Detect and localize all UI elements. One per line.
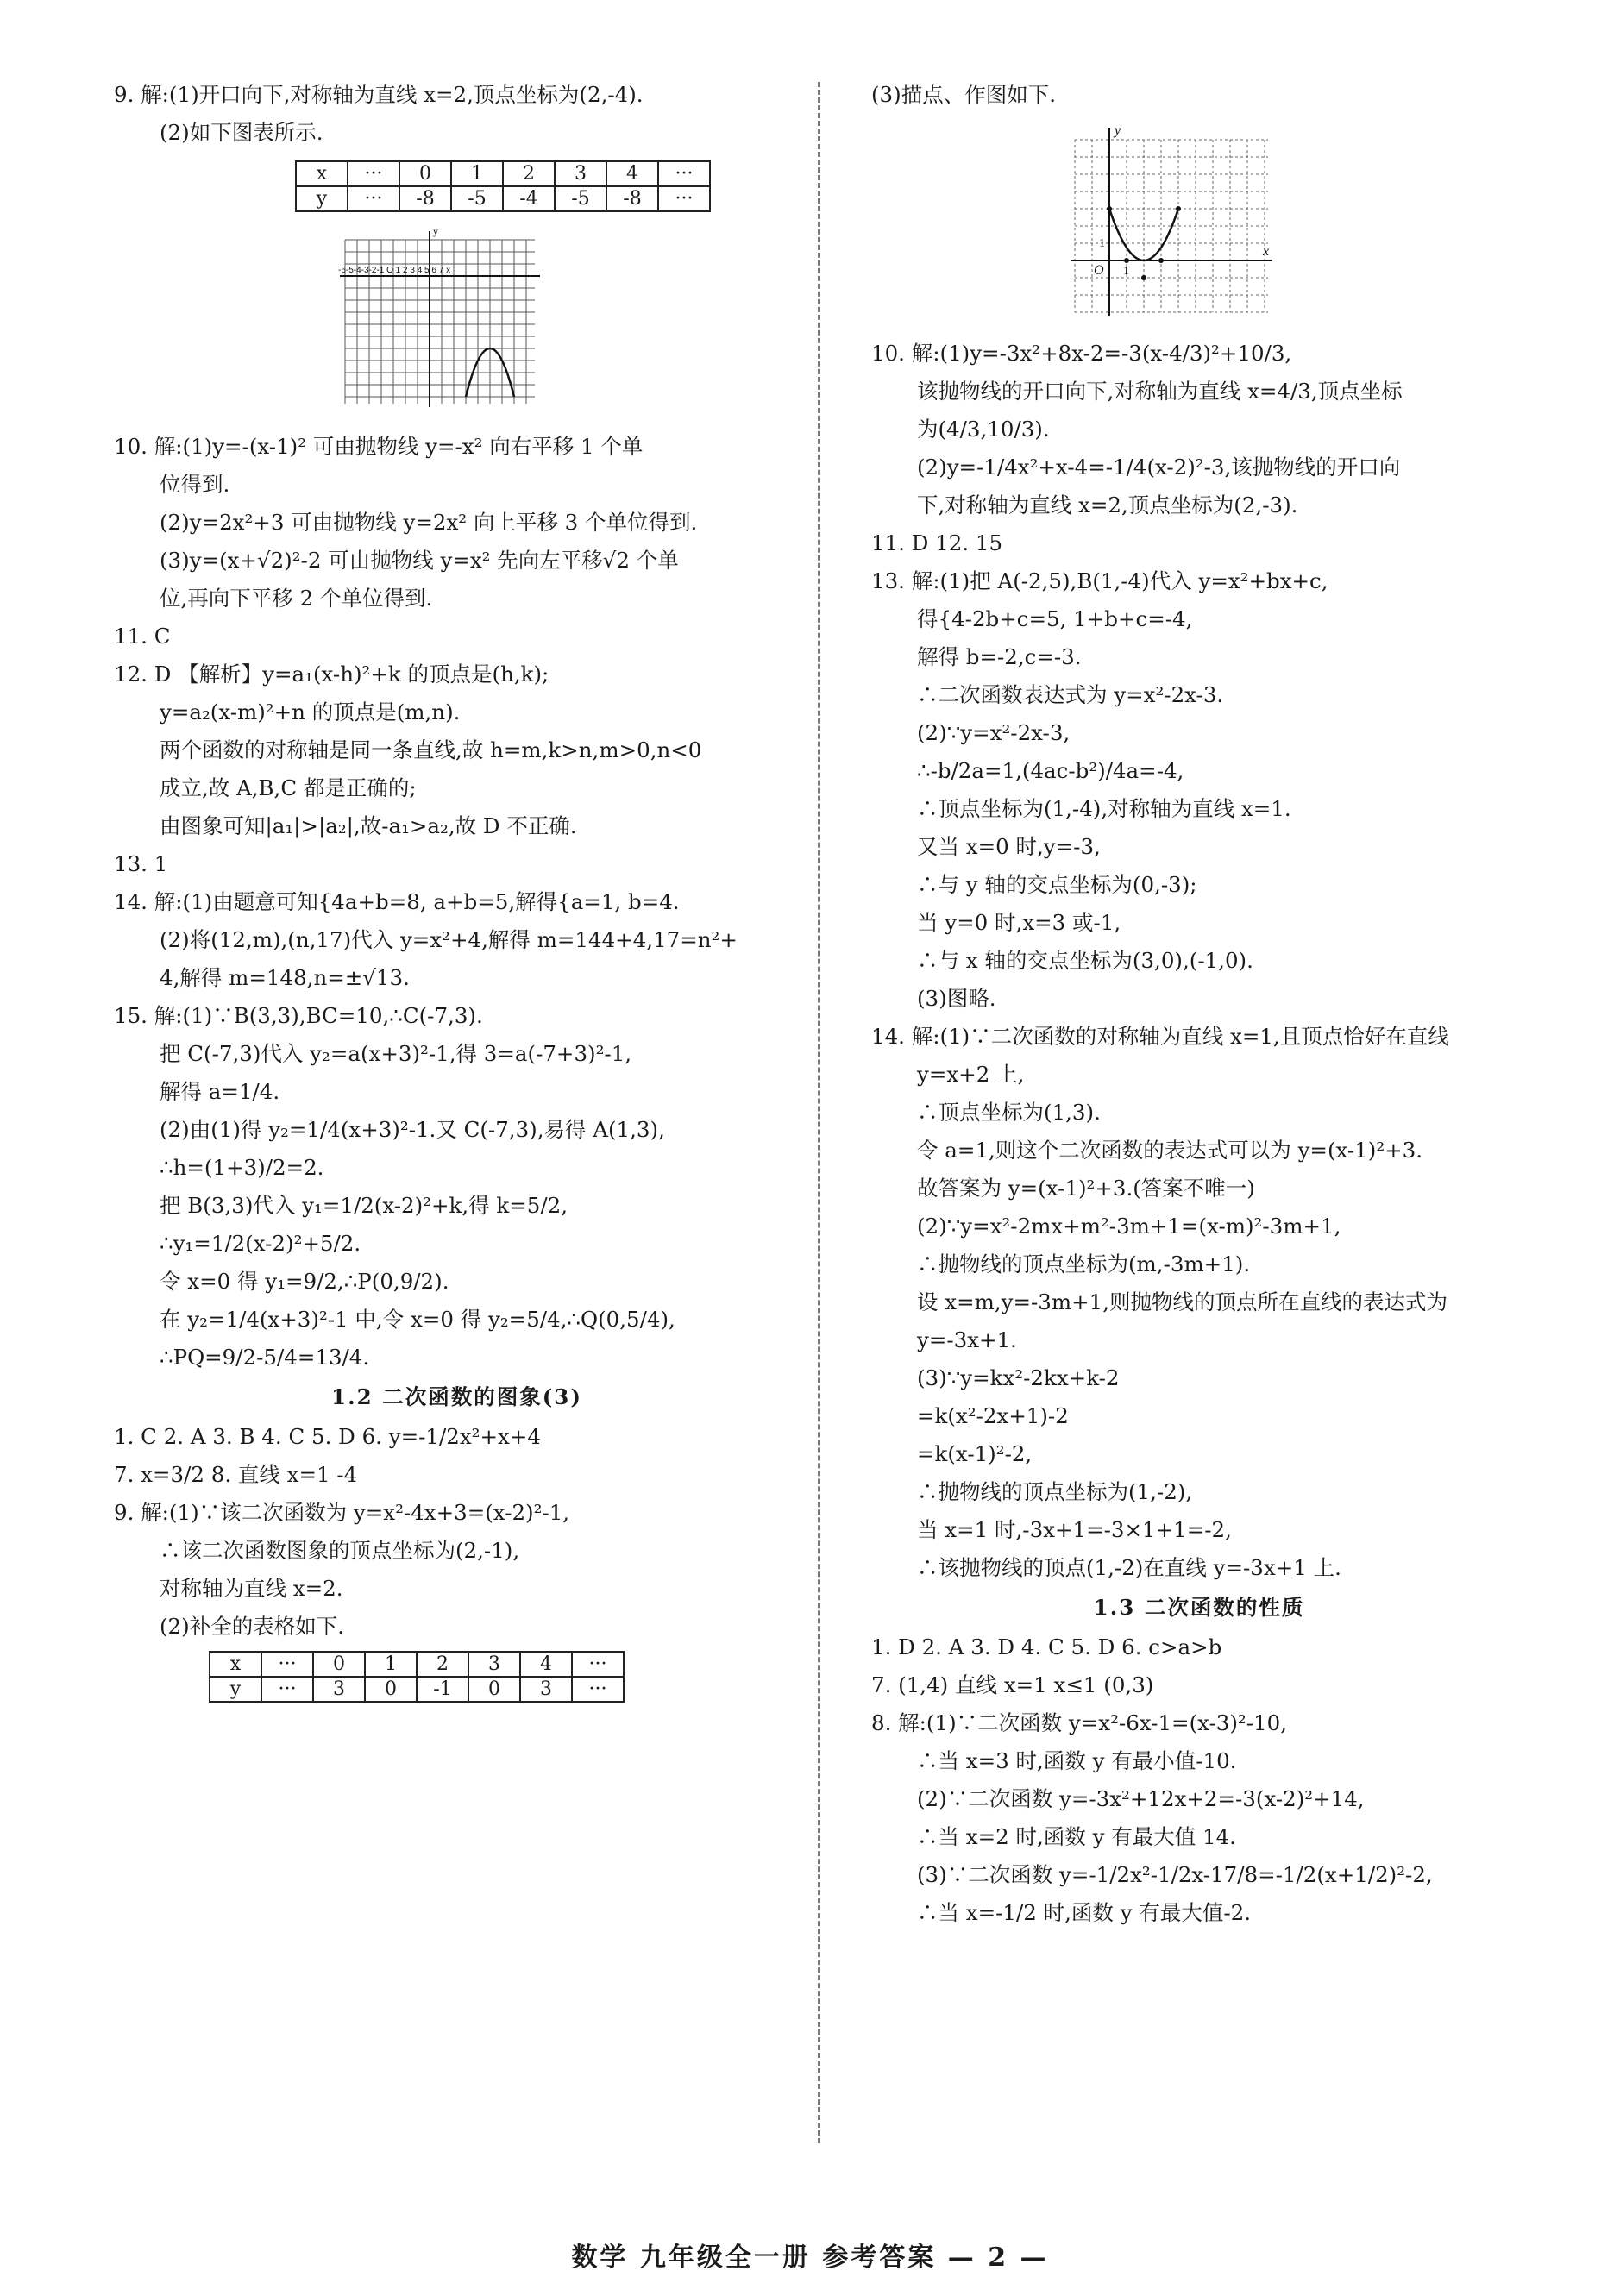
table-row: y ··· 3 0 -1 0 3 ··· xyxy=(210,1677,624,1702)
text-line: ∴y₁=1/2(x-2)²+5/2. xyxy=(160,1231,361,1256)
axis-ticks: -6-5-4-3-2-1 O 1 2 3 4 5 6 7 x xyxy=(338,266,451,275)
text-line: =k(x-1)²-2, xyxy=(917,1441,1033,1466)
value-table-2 xyxy=(209,1651,800,1703)
text-line: 9. 解:(1)∵该二次函数为 y=x²-4x+3=(x-2)²-1, xyxy=(114,1500,570,1525)
y-axis-label: y xyxy=(1115,123,1121,138)
text-line: 12. D 【解析】y=a₁(x-h)²+k 的顶点是(h,k); xyxy=(114,662,549,687)
text-line: 令 x=0 得 y₁=9/2,∴P(0,9/2). xyxy=(160,1269,449,1294)
section-title: 1.2 二次函数的图象(3) xyxy=(331,1384,582,1409)
page-footer: 数学 九年级全一册 参考答案 — 2 — xyxy=(571,2243,1049,2273)
text-line: 下,对称轴为直线 x=2,顶点坐标为(2,-3). xyxy=(917,492,1298,518)
text-line: 成立,故 A,B,C 都是正确的; xyxy=(160,775,417,800)
text-line: (2)y=2x²+3 可由抛物线 y=2x² 向上平移 3 个单位得到. xyxy=(160,510,698,535)
text-line: ∴抛物线的顶点坐标为(1,-2), xyxy=(917,1479,1193,1504)
text-line: 1. D 2. A 3. D 4. C 5. D 6. c>a>b xyxy=(871,1634,1222,1659)
text-line: ∴PQ=9/2-5/4=13/4. xyxy=(160,1345,370,1370)
left-column xyxy=(114,76,800,1703)
text-line: ∴该抛物线的顶点(1,-2)在直线 y=-3x+1 上. xyxy=(917,1555,1341,1580)
left-block-c xyxy=(114,1418,800,1646)
graph-svg xyxy=(1068,121,1275,319)
text-line: 令 a=1,则这个二次函数的表达式可以为 y=(x-1)²+3. xyxy=(917,1138,1423,1163)
text-line: 13. 解:(1)把 A(-2,5),B(1,-4)代入 y=x²+bx+c, xyxy=(871,568,1328,593)
text-line: 两个函数的对称轴是同一条直线,故 h=m,k>n,m>0,n<0 xyxy=(160,737,702,762)
text-line: (2)将(12,m),(n,17)代入 y=x²+4,解得 m=144+4,17=n²+ xyxy=(160,927,738,952)
text-line: (2)由(1)得 y₂=1/4(x+3)²-1.又 C(-7,3),易得 A(1,3), xyxy=(160,1117,665,1142)
text-line: 10. 解:(1)y=-(x-1)² 可由抛物线 y=-x² 向右平移 1 个单 xyxy=(114,434,644,459)
text-line: ∴h=(1+3)/2=2. xyxy=(160,1155,324,1180)
text-line: ∴二次函数表达式为 y=x²-2x-3. xyxy=(917,682,1224,707)
text-line: =k(x²-2x+1)-2 xyxy=(917,1403,1069,1428)
text-line: (2)∵y=x²-2mx+m²-3m+1=(x-m)²-3m+1, xyxy=(917,1214,1341,1239)
text-line: 解得 b=-2,c=-3. xyxy=(917,644,1082,669)
left-block-a xyxy=(114,76,800,152)
text-line: y=x+2 上, xyxy=(917,1062,1025,1087)
text-line: 得{4-2b+c=5, 1+b+c=-4, xyxy=(917,606,1193,631)
text-line: 把 B(3,3)代入 y₁=1/2(x-2)²+k,得 k=5/2, xyxy=(160,1193,568,1218)
text-line: ∴当 x=2 时,函数 y 有最大值 14. xyxy=(917,1824,1236,1849)
text-line: 对称轴为直线 x=2. xyxy=(160,1576,343,1601)
text-line: ∴顶点坐标为(1,-4),对称轴为直线 x=1. xyxy=(917,796,1291,821)
text-line: (3)图略. xyxy=(917,986,996,1011)
left-block-b xyxy=(114,428,800,1377)
text-line: (3)描点、作图如下. xyxy=(871,82,1056,107)
y-axis-label: y xyxy=(433,225,438,237)
text-line: (2)y=-1/4x²+x-4=-1/4(x-2)²-3,该抛物线的开口向 xyxy=(917,455,1401,480)
text-line: ∴顶点坐标为(1,3). xyxy=(917,1100,1101,1125)
x-unit-label: 1 xyxy=(1123,265,1129,278)
parabola-graph-1 xyxy=(114,223,800,416)
text-line: 解得 a=1/4. xyxy=(160,1079,280,1104)
table-row: y ··· -8 -5 -4 -5 -8 ··· xyxy=(296,186,710,211)
text-line: 1. C 2. A 3. B 4. C 5. D 6. y=-1/2x²+x+4 xyxy=(114,1424,541,1449)
section-title: 1.3 二次函数的性质 xyxy=(1093,1595,1305,1620)
text-line: ∴当 x=-1/2 时,函数 y 有最大值-2. xyxy=(917,1900,1251,1925)
text-line: (3)∵二次函数 y=-1/2x²-1/2x-17/8=-1/2(x+1/2)²-2, xyxy=(917,1862,1433,1887)
right-column xyxy=(871,76,1527,1932)
text-line: 8. 解:(1)∵二次函数 y=x²-6x-1=(x-3)²-10, xyxy=(871,1710,1287,1735)
text-line: 14. 解:(1)∵二次函数的对称轴为直线 x=1,且顶点恰好在直线 xyxy=(871,1024,1449,1049)
table-row: x ··· 0 1 2 3 4 ··· xyxy=(296,161,710,186)
column-divider xyxy=(818,82,820,2143)
text-line: 10. 解:(1)y=-3x²+8x-2=-3(x-4/3)²+10/3, xyxy=(871,341,1292,366)
value-table-1 xyxy=(295,160,800,212)
x-axis-label: x xyxy=(1263,244,1270,259)
y-unit-label: 1 xyxy=(1099,237,1105,250)
text-line: 又当 x=0 时,y=-3, xyxy=(917,834,1101,859)
text-line: ∴当 x=3 时,函数 y 有最小值-10. xyxy=(917,1748,1237,1773)
text-line: 由图象可知|a₁|>|a₂|,故-a₁>a₂,故 D 不正确. xyxy=(160,813,577,838)
table-row: x ··· 0 1 2 3 4 ··· xyxy=(210,1652,624,1677)
graph-svg xyxy=(336,223,543,412)
origin-label: O xyxy=(1094,263,1104,278)
text-line: 把 C(-7,3)代入 y₂=a(x+3)²-1,得 3=a(-7+3)²-1, xyxy=(160,1041,632,1066)
text-line: 11. C xyxy=(114,624,171,649)
text-line: ∴该二次函数图象的顶点坐标为(2,-1), xyxy=(160,1538,520,1563)
text-line: 当 x=1 时,-3x+1=-3×1+1=-2, xyxy=(917,1517,1232,1542)
text-line: ∴-b/2a=1,(4ac-b²)/4a=-4, xyxy=(917,758,1184,783)
right-block-c xyxy=(871,1628,1527,1932)
right-block-b xyxy=(871,335,1527,1587)
text-line: 该抛物线的开口向下,对称轴为直线 x=4/3,顶点坐标 xyxy=(917,379,1403,404)
text-line: (3)y=(x+√2)²-2 可由抛物线 y=x² 先向左平移√2 个单 xyxy=(160,548,679,573)
text-line: ∴与 y 轴的交点坐标为(0,-3); xyxy=(917,872,1197,897)
text-line: 故答案为 y=(x-1)²+3.(答案不唯一) xyxy=(917,1176,1255,1201)
text-line: 15. 解:(1)∵B(3,3),BC=10,∴C(-7,3). xyxy=(114,1003,483,1028)
text-line: 在 y₂=1/4(x+3)²-1 中,令 x=0 得 y₂=5/4,∴Q(0,5/4), xyxy=(160,1307,675,1332)
text-line: 7. x=3/2 8. 直线 x=1 -4 xyxy=(114,1462,358,1487)
text-line: 14. 解:(1)由题意可知{4a+b=8, a+b=5,解得{a=1, b=4. xyxy=(114,889,680,914)
parabola-graph-2 xyxy=(871,121,1527,323)
text-line: 设 x=m,y=-3m+1,则抛物线的顶点所在直线的表达式为 xyxy=(917,1289,1448,1314)
text-line: 位得到. xyxy=(160,472,230,497)
text-line: 为(4/3,10/3). xyxy=(917,417,1050,442)
text-line: 位,再向下平移 2 个单位得到. xyxy=(160,586,433,611)
text-line: (3)∵y=kx²-2kx+k-2 xyxy=(917,1365,1120,1390)
text-line: 7. (1,4) 直线 x=1 x≤1 (0,3) xyxy=(871,1672,1154,1697)
text-line: y=a₂(x-m)²+n 的顶点是(m,n). xyxy=(160,699,461,725)
text-line: (2)∵二次函数 y=-3x²+12x+2=-3(x-2)²+14, xyxy=(917,1786,1365,1811)
text-line: ∴抛物线的顶点坐标为(m,-3m+1). xyxy=(917,1252,1251,1277)
text-line: (2)∵y=x²-2x-3, xyxy=(917,720,1071,745)
text-line: y=-3x+1. xyxy=(917,1327,1017,1352)
text-line: ∴与 x 轴的交点坐标为(3,0),(-1,0). xyxy=(917,948,1253,973)
text-line: (2)如下图表所示. xyxy=(160,120,323,145)
text-line: 4,解得 m=148,n=±√13. xyxy=(160,965,410,990)
text-line: (2)补全的表格如下. xyxy=(160,1614,344,1639)
text-line: 9. 解:(1)开口向下,对称轴为直线 x=2,顶点坐标为(2,-4). xyxy=(114,82,644,107)
text-line: 13. 1 xyxy=(114,851,168,876)
text-line: 当 y=0 时,x=3 或-1, xyxy=(917,910,1121,935)
text-line: 11. D 12. 15 xyxy=(871,530,1003,555)
